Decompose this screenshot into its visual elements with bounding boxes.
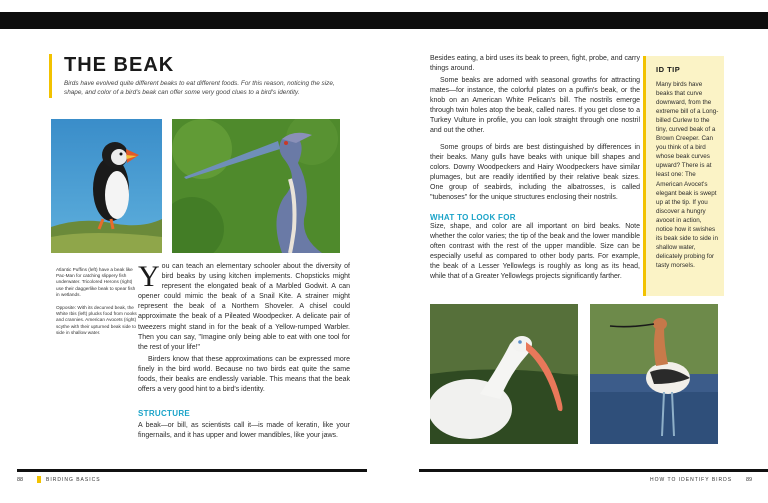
- footer-rule-right: [419, 469, 768, 472]
- right-running-head: HOW TO IDENTIFY BIRDS: [650, 477, 733, 483]
- avocet-photo: [590, 304, 718, 444]
- left-paragraph-1: [138, 262, 350, 353]
- page-title: THE BEAK: [64, 54, 175, 76]
- puffin-photo: [51, 119, 162, 253]
- footer-rule-left: [17, 469, 367, 472]
- right-paragraph-1: Besides eating, a bird uses its beak to preen, fight, probe, and carry things around.: [430, 55, 640, 73]
- left-paragraph-1-text: ou can teach an elementary schooler about the diversity of bird beaks by using kitchen implements. Chopsticks might represent the elongated beak of a Marbled Godwit. A can opener could mimic the beak of a Snail Kite. A strainer might represent the beak of a Northern Shoveler. A chisel could approximate the beak of a Pileated Woodpecker. A delicate pair of tweezers might stand in for the beak of a Yellow-rumped Warbler. Then you can say, "Imagine only being able to eat with one tool for the rest of your life!": [138, 263, 350, 351]
- section-accent-bar: [49, 54, 52, 98]
- right-paragraph-4: Size, shape, and color are all important on bird beaks. Note whether the color varies; the tip of the beak and the lower mandible often contrast with the rest of the upper mandible. Size can be especially useful as compared to other body parts. For example, the beak of a Lesser Yellowlegs is roughly as long as its head, while that of a Greater Yellowlegs projects significantly farther.: [430, 223, 640, 281]
- right-paragraph-2: Some beaks are adorned with seasonal growths for attracting mates—for instance, the colorful plates on a puffin's beak, or the knob on an American White Pelican's bill. The nostrils emerge through twin holes atop the beak, called nares. If you get close to a Turkey Vulture in profile, you can look straight through one nostril and out the other.: [430, 77, 640, 135]
- left-page-number: 88: [17, 477, 24, 483]
- caption-ibis-avocet: Opposite: With its decurved beak, the White Ibis (left) plucks food from nooks and crannies. American Avocets (right) scythe with their upturned beak side to side in shallow water.: [56, 305, 137, 335]
- structure-heading: STRUCTURE: [138, 409, 191, 418]
- left-running-head: BIRDING BASICS: [46, 477, 101, 483]
- intro-text: Birds have evolved quite different beaks to eat different foods. For this reason, noticing the size, shape, and color of a bird's beak can offer some very good clues to a bird's identity.: [64, 80, 335, 96]
- what-to-look-for-heading: WHAT TO LOOK FOR: [430, 213, 516, 222]
- left-paragraph-3: A beak—or bill, as scientists call it—is made of keratin, like your fingernails, and it has upper and lower mandibles, like your jaws.: [138, 422, 350, 440]
- caption-puffin-heron: Atlantic Puffins (left) have a beak like Pac-Man for catching slippery fish underwater. Tricolored Herons (right) use their daggerlike beak to spear fish in wetlands.: [56, 267, 136, 297]
- drop-cap: Y: [138, 260, 160, 293]
- ibis-photo: [430, 304, 578, 444]
- heron-photo: [172, 119, 340, 253]
- id-tip-box: [643, 56, 724, 296]
- top-black-bar: [0, 12, 768, 29]
- footer-accent-marker: [37, 476, 41, 483]
- left-paragraph-2: Birders know that these approximations can be expressed more finely in the bird world. Because no two birds eat quite the same foods, their beaks are endlessly variable. This means that the beak offers a very good hint to a bird's identity.: [138, 356, 350, 394]
- right-paragraph-3: Some groups of birds are best distinguished by differences in their beaks. Many gulls have beaks with unique bill shapes and colors. Downy Woodpeckers and Hairy Woodpeckers have similar plumages, but are readily identified by their relative beak sizes. One group of seabirds, including the albatrosses, is called "tubenoses" for the unique structures enclosing their nostrils.: [430, 144, 640, 202]
- id-tip-text: Many birds have beaks that curve downward, from the extreme bill of a Long-billed Curlew to the tiny, curved beak of a Brown Creeper. Can you think of a bird whose beak curves upward? There is at least one: The American Avocet's elegant beak is swept up at the tip. If you discover a hungry avocet in action, notice how it swishes its beak side to side in shallow water, delicately probing for tasty morsels.: [656, 81, 719, 269]
- id-tip-heading: ID TIP: [656, 65, 681, 74]
- right-page-number: 89: [746, 477, 753, 483]
